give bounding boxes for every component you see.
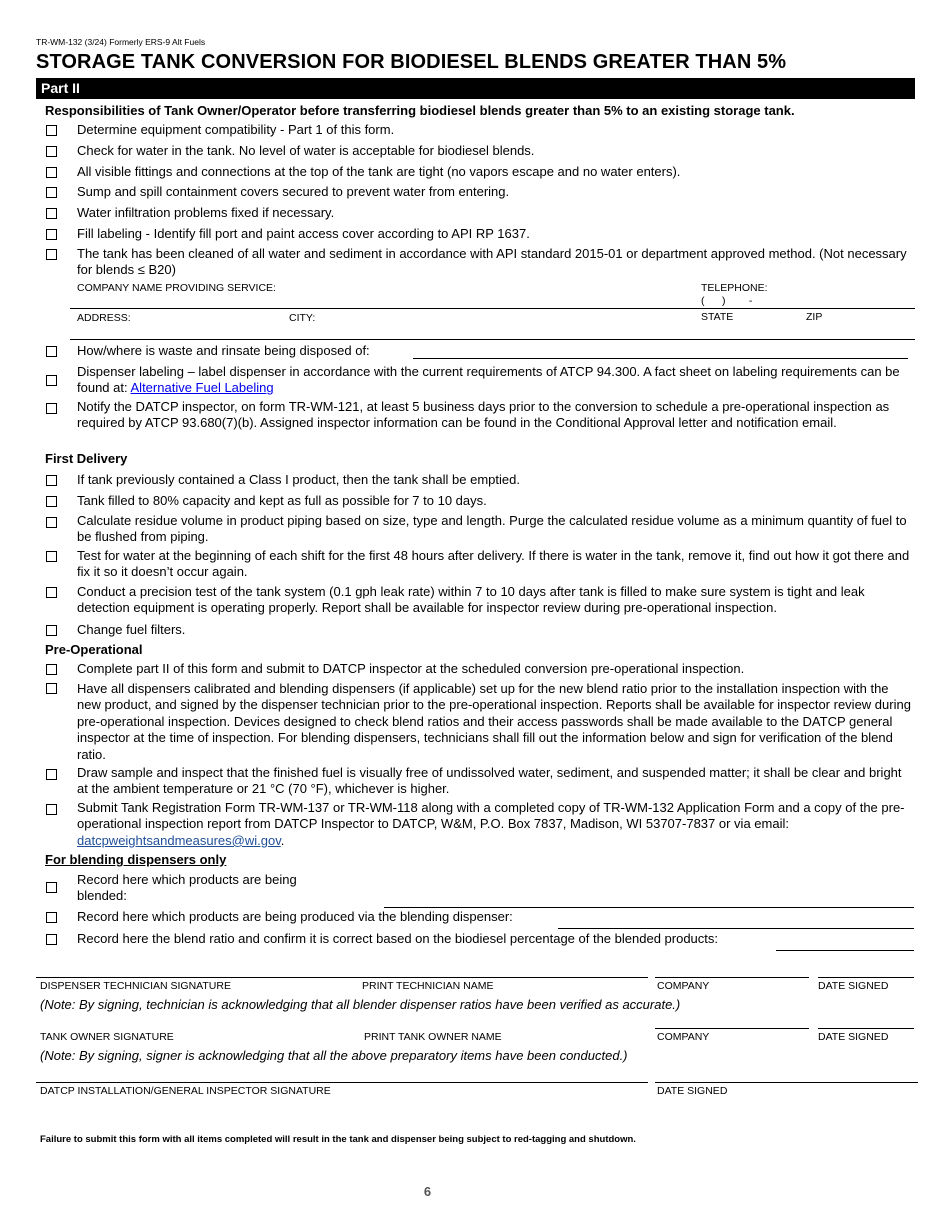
dispenser-labeling-text: Dispenser labeling – label dispenser in accordance with the current requirements of ATCP 94.300. A fact sheet on labeling requirements can be found at: <box>77 364 900 396</box>
owner-company-line[interactable] <box>655 1028 809 1029</box>
form-id: TR-WM-132 (3/24) Formerly ERS-9 Alt Fuels <box>36 37 206 47</box>
state-label: STATE <box>701 311 734 323</box>
owner-signature-label: TANK OWNER SIGNATURE <box>40 1031 174 1043</box>
checkbox-test-water[interactable] <box>46 551 57 562</box>
email-period: . <box>280 832 285 848</box>
pre-operational-heading: Pre-Operational <box>45 642 143 657</box>
tech-date-label: DATE SIGNED <box>818 980 889 992</box>
item-draw-sample: Draw sample and inspect that the finished fuel is visually free of undissolved water, sediment, and suspended matter; it shall be clear and bright at the ambient temperature or 21 °C (70 °F), whichever is higher. <box>77 765 902 797</box>
item-complete-part-ii: Complete part II of this form and submit to DATCP inspector at the scheduled conversion pre-operational inspection. <box>77 661 745 676</box>
checkbox-dispensers-calibrated[interactable] <box>46 683 57 694</box>
item-tank-cleaned: The tank has been cleaned of all water and sediment in accordance with API standard 2015-01 or department approved method. (Not necessary for blends ≤ B20) <box>77 246 907 278</box>
blend-ratio-field[interactable] <box>776 950 914 951</box>
item-products-blended: Record here which products are being blended: <box>77 872 297 904</box>
footer-warning: Failure to submit this form with all items completed will result in the tank and dispenser being subject to red-tagging and shutdown. <box>40 1134 636 1145</box>
alternative-fuel-labeling-link[interactable]: Alternative Fuel Labeling <box>130 380 274 396</box>
tech-note: (Note: By signing, technician is acknowledging that all blender dispenser ratios have been verified as accurate.) <box>40 997 681 1012</box>
checkbox-fill-labeling[interactable] <box>46 229 57 240</box>
part-header-bar <box>36 78 915 99</box>
company-name-label: COMPANY NAME PROVIDING SERVICE: <box>77 282 276 294</box>
item-sump-covers: Sump and spill containment covers secured to prevent water from entering. <box>77 184 510 199</box>
inspector-date-label: DATE SIGNED <box>657 1085 728 1097</box>
city-label: CITY: <box>289 312 316 324</box>
tech-signature-line[interactable] <box>36 977 648 978</box>
item-precision-test: Conduct a precision test of the tank system (0.1 gph leak rate) within 7 to 10 days after tank is filled to make sure system is tight and leak detection equipment is operating properly. Report shall be available for inspector review during pre-operational inspection. <box>77 584 865 616</box>
checkbox-class-i-emptied[interactable] <box>46 475 57 486</box>
telephone-label: TELEPHONE: <box>701 282 768 294</box>
item-test-water: Test for water at the beginning of each shift for the first 48 hours after delivery. If there is water in the tank, remove it, find out how it got there and fix it so it doesn’t occur again. <box>77 548 910 580</box>
blending-heading: For blending dispensers only <box>45 852 227 867</box>
checkbox-products-produced[interactable] <box>46 912 57 923</box>
inspector-signature-label: DATCP INSTALLATION/GENERAL INSPECTOR SIGNATURE <box>40 1085 331 1097</box>
item-residue-volume: Calculate residue volume in product piping based on size, type and length. Purge the calculated residue volume as a minimum quantity of fuel to be flushed from piping. <box>77 513 907 545</box>
item-water-infiltration: Water infiltration problems fixed if necessary. <box>77 205 335 220</box>
owner-company-label: COMPANY <box>657 1031 710 1043</box>
owner-date-line[interactable] <box>818 1028 914 1029</box>
products-produced-field[interactable] <box>558 928 914 929</box>
item-class-i-emptied: If tank previously contained a Class I product, then the tank shall be emptied. <box>77 472 520 487</box>
checkbox-complete-part-ii[interactable] <box>46 664 57 675</box>
part-label: Part II <box>41 80 80 96</box>
item-waste-disposal: How/where is waste and rinsate being disposed of: <box>77 343 370 358</box>
company-field-line[interactable] <box>70 308 915 309</box>
checkbox-submit-registration[interactable] <box>46 804 57 815</box>
address-field-line[interactable] <box>70 339 915 340</box>
item-dispenser-labeling <box>77 364 915 397</box>
zip-label: ZIP <box>806 311 823 323</box>
first-delivery-heading: First Delivery <box>45 451 128 466</box>
owner-note: (Note: By signing, signer is acknowledging that all the above preparatory items have been conducted.) <box>40 1048 628 1063</box>
item-submit-registration <box>77 800 915 849</box>
checkbox-draw-sample[interactable] <box>46 769 57 780</box>
waste-disposal-field[interactable] <box>413 358 908 359</box>
item-water-check: Check for water in the tank. No level of water is acceptable for biodiesel blends. <box>77 143 535 158</box>
checkbox-waste-disposal[interactable] <box>46 346 57 357</box>
checkbox-products-blended[interactable] <box>46 882 57 893</box>
products-blended-field[interactable] <box>384 907 914 908</box>
datcp-email-link[interactable]: datcpweightsandmeasures@wi.gov <box>77 832 281 848</box>
page-title: STORAGE TANK CONVERSION FOR BIODIESEL BLENDS GREATER THAN 5% <box>36 51 787 73</box>
checkbox-precision-test[interactable] <box>46 587 57 598</box>
owner-name-label: PRINT TANK OWNER NAME <box>364 1031 502 1043</box>
checkbox-water-check[interactable] <box>46 146 57 157</box>
checkbox-equipment-compatibility[interactable] <box>46 125 57 136</box>
checkbox-tank-cleaned[interactable] <box>46 249 57 260</box>
checkbox-water-infiltration[interactable] <box>46 208 57 219</box>
tech-company-label: COMPANY <box>657 980 710 992</box>
page-number: 6 <box>423 1184 432 1199</box>
checkbox-fuel-filters[interactable] <box>46 625 57 636</box>
item-products-produced: Record here which products are being produced via the blending dispenser: <box>77 909 513 924</box>
telephone-format[interactable]: ( ) - <box>701 295 753 307</box>
tech-company-line[interactable] <box>655 977 809 978</box>
checkbox-residue-volume[interactable] <box>46 517 57 528</box>
item-fittings: All visible fittings and connections at the top of the tank are tight (no vapors escape and no water enters). <box>77 164 681 179</box>
checkbox-dispenser-labeling[interactable] <box>46 375 57 386</box>
item-blend-ratio: Record here the blend ratio and confirm it is correct based on the biodiesel percentage of the blended products: <box>77 931 719 946</box>
tech-signature-label: DISPENSER TECHNICIAN SIGNATURE <box>40 980 231 992</box>
item-dispensers-calibrated: Have all dispensers calibrated and blending dispensers (if applicable) set up for the new blend ratio prior to the installation inspection with the new product, and signed by the dispenser technician prior to the pre-operational inspection. Reports shall be available for inspector review during pre-operational inspection. Devices designed to check blend ratios and their access passwords shall be made available to the DATCP general inspector at the time of inspection. For blending dispensers, technicians shall fill out the information below and sign for verification of the blend ratio. <box>77 681 911 762</box>
item-fuel-filters: Change fuel filters. <box>77 622 186 637</box>
item-equipment-compatibility: Determine equipment compatibility - Part 1 of this form. <box>77 122 395 137</box>
checkbox-fittings[interactable] <box>46 167 57 178</box>
item-fill-labeling: Fill labeling - Identify fill port and paint access cover according to API RP 1637. <box>77 226 530 241</box>
tech-date-line[interactable] <box>818 977 914 978</box>
inspector-date-line[interactable] <box>655 1082 918 1083</box>
submit-registration-text: Submit Tank Registration Form TR-WM-137 or TR-WM-118 along with a completed copy of TR-WM-132 Application Form and a copy of the pre-operational inspection report from DATCP Inspector to DATCP, W&M, P.O. Box 7837, Madison, WI 53707-7837 or via email: <box>77 800 905 832</box>
tech-name-label: PRINT TECHNICIAN NAME <box>362 980 494 992</box>
item-tank-filled: Tank filled to 80% capacity and kept as full as possible for 7 to 10 days. <box>77 493 487 508</box>
owner-date-label: DATE SIGNED <box>818 1031 889 1043</box>
checkbox-sump-covers[interactable] <box>46 187 57 198</box>
checkbox-notify-inspector[interactable] <box>46 403 57 414</box>
item-notify-inspector: Notify the DATCP inspector, on form TR-WM-121, at least 5 business days prior to the conversion to schedule a pre-operational inspection as required by ATCP 93.680(7)(b). Assigned inspector information can be found in the Conditional Approval letter and notification email. <box>77 399 890 431</box>
responsibilities-heading: Responsibilities of Tank Owner/Operator before transferring biodiesel blends greater than 5% to an existing storage tank. <box>45 103 795 118</box>
address-label: ADDRESS: <box>77 312 131 324</box>
inspector-signature-line[interactable] <box>36 1082 648 1083</box>
checkbox-tank-filled[interactable] <box>46 496 57 507</box>
checkbox-blend-ratio[interactable] <box>46 934 57 945</box>
